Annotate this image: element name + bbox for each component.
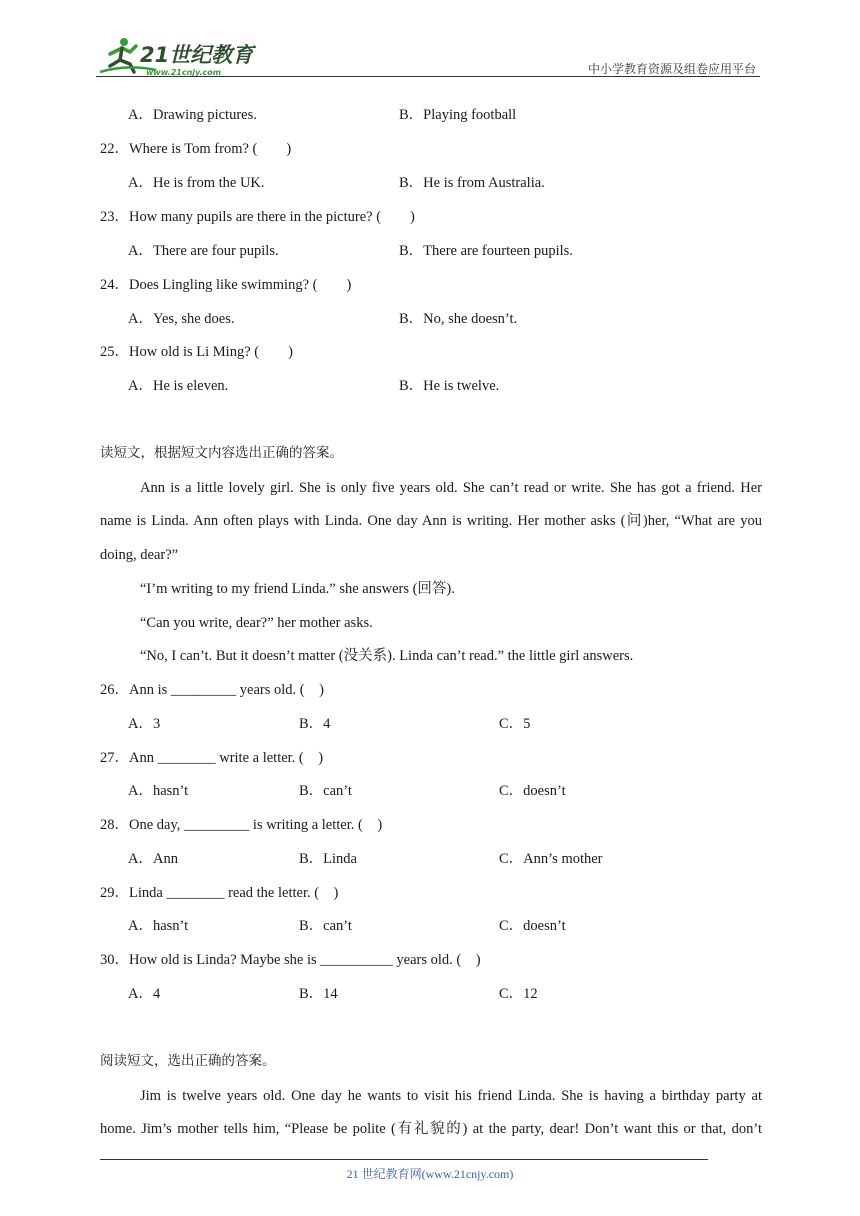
footer-text: 21 世纪教育网(www.21cnjy.com) [346, 1167, 514, 1181]
header-divider [96, 76, 760, 77]
option-text: A．4 [128, 986, 161, 1002]
option-text: B．14 [299, 986, 338, 1002]
option-text: A．3 [128, 716, 161, 732]
section-instruction: 阅读短文，选出正确的答案。 [100, 1053, 276, 1069]
option-text: A．Yes, she does. [128, 311, 235, 327]
passage-line: “I’m writing to my friend Linda.” she answers (回答). [140, 581, 455, 597]
passage-line: Jim is twelve years old. One day he wants to visit his friend Linda. She is having a birthday party at [140, 1088, 762, 1104]
option-text: B．No, she doesn’t. [399, 311, 518, 327]
page-header [96, 30, 760, 78]
question-25: 25．How old is Li Ming? ( ) [100, 344, 293, 360]
option-text: A．He is from the UK. [128, 175, 265, 191]
svg-text:21世纪教育: 21世纪教育 [140, 43, 254, 67]
question-29: 29．Linda ________ read the letter. ( ) [100, 885, 339, 901]
passage-line: Ann is a little lovely girl. She is only five years old. She can’t read or write. She has got a friend. Her [140, 480, 762, 496]
question-30: 30．How old is Linda? Maybe she is __________ years old. ( ) [100, 952, 481, 968]
passage-line: name is Linda. Ann often plays with Linda. One day Ann is writing. Her mother asks (问)her, “What are you [100, 513, 762, 529]
logo-21cnjy [96, 34, 266, 78]
option-text: C．12 [499, 986, 538, 1002]
option-text: B．He is from Australia. [399, 175, 545, 191]
header-platform-text: 中小学教育资源及组卷应用平台 [587, 62, 756, 76]
option-text: B．Linda [299, 851, 357, 867]
svg-text:www.21cnjy.com: www.21cnjy.com [146, 68, 222, 77]
option-text: B．He is twelve. [399, 378, 500, 394]
option-text: B．can’t [299, 918, 352, 934]
option-text: B．Playing football [399, 107, 517, 123]
option-text: B．can’t [299, 783, 352, 799]
question-23: 23．How many pupils are there in the picture? ( ) [100, 209, 415, 225]
passage-line: doing, dear?” [100, 547, 179, 563]
question-27: 27．Ann ________ write a letter. ( ) [100, 750, 324, 766]
question-26: 26．Ann is _________ years old. ( ) [100, 682, 324, 698]
passage-line: “Can you write, dear?” her mother asks. [140, 615, 373, 631]
option-text: B．There are fourteen pupils. [399, 243, 573, 259]
option-text: A．Ann [128, 851, 178, 867]
option-text: B．4 [299, 716, 331, 732]
option-text: C．Ann’s mother [499, 851, 603, 867]
option-text: C．doesn’t [499, 783, 566, 799]
option-text: A．hasn’t [128, 918, 189, 934]
question-22: 22．Where is Tom from? ( ) [100, 141, 292, 157]
option-text: A．He is eleven. [128, 378, 229, 394]
option-text: A．There are four pupils. [128, 243, 279, 259]
option-text: C．5 [499, 716, 531, 732]
question-24: 24．Does Lingling like swimming? ( ) [100, 277, 352, 293]
footer-divider [100, 1159, 708, 1160]
section-instruction: 读短文，根据短文内容选出正确的答案。 [100, 445, 343, 461]
option-text: C．doesn’t [499, 918, 566, 934]
option-text: A．Drawing pictures. [128, 107, 257, 123]
passage-line: home. Jim’s mother tells him, “Please be polite (有礼貌的) at the party, dear! Don’t want this or that, don’t [100, 1121, 762, 1137]
question-28: 28．One day, _________ is writing a letter. ( ) [100, 817, 383, 833]
passage-line: “No, I can’t. But it doesn’t matter (没关系). Linda can’t read.” the little girl answers. [140, 648, 634, 664]
option-text: A．hasn’t [128, 783, 189, 799]
